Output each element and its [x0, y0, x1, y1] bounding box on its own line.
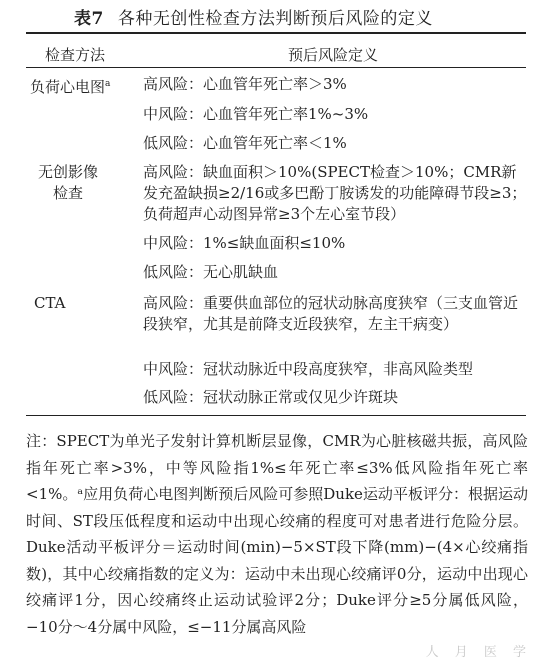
cta-high-risk: 高风险：重要供血部位的冠状动脉高度狭窄（三支血管近段狭窄，尤其是前降支近段狭窄，左主干病变） — [143, 294, 519, 333]
top-rule — [26, 32, 526, 34]
method-imaging-line1: 无创影像 — [37, 163, 98, 181]
method-cta: CTA — [34, 294, 66, 312]
table-title — [74, 4, 433, 29]
method-stress-ecg: 负荷心电图$^a$ — [30, 78, 111, 96]
imaging-high-risk: 高风险：缺血面积＞10%(SPECT检查＞10%；CMR新发充盈缺损≥2/16或多巴酚丁胺诱发的功能障碍节段≥3；负荷超声心动图异常≥3个左心室节段） — [143, 163, 527, 223]
table-label: 表7 — [74, 9, 104, 29]
stress-ecg-low-risk: 低风险：心血管年死亡率＜1% — [143, 134, 347, 152]
imaging-low-risk: 低风险：无心肌缺血 — [143, 263, 279, 281]
bottom-rule — [26, 415, 526, 416]
header-definition: 预后风险定义 — [288, 46, 379, 64]
stress-ecg-mid-risk: 中风险：心血管年死亡率1%~3% — [143, 105, 369, 123]
method-imaging-line2: 检查 — [52, 184, 83, 202]
watermark: 人 月 医 学 — [425, 645, 532, 660]
cta-mid-risk: 中风险：冠状动脉近中段高度狭窄，非高风险类型 — [143, 360, 474, 378]
table-footnote: 注：SPECT为单光子发射计算机断层显像，CMR为心脏核磁共振，高风险指年死亡率>3%，中等风险指1%≤年死亡率≤3%低风险指年死亡率<1%。ᵃ应用负荷心电图判断预后风险可参照Duke运动平板评分：根据运动时间、ST段压低程度和运动中出现心绞痛的程度可对患者进行危险分层。Duke活动平板评分＝运动时间(min)−5×ST段下降(mm)−(4×心绞痛指数)，其中心绞痛指数的定义为：运动中未出现心绞痛评0分，运动中出现心绞痛评1分，因心绞痛终止运动试验评2分；Duke评分≥5分属低风险，−10分～4分属中风险，≤−11分属高风险 — [26, 432, 528, 636]
header-rule — [26, 67, 526, 68]
stress-ecg-high-risk: 高风险：心血管年死亡率＞3% — [143, 75, 347, 93]
method-imaging — [36, 162, 100, 204]
table-title-text: 各种无创性检查方法判断预后风险的定义 — [117, 9, 433, 29]
header-method: 检查方法 — [45, 46, 106, 64]
cta-low-risk: 低风险：冠状动脉正常或仅见少许斑块 — [143, 388, 399, 406]
imaging-mid-risk: 中风险：1%≤缺血面积≤10% — [143, 234, 346, 252]
